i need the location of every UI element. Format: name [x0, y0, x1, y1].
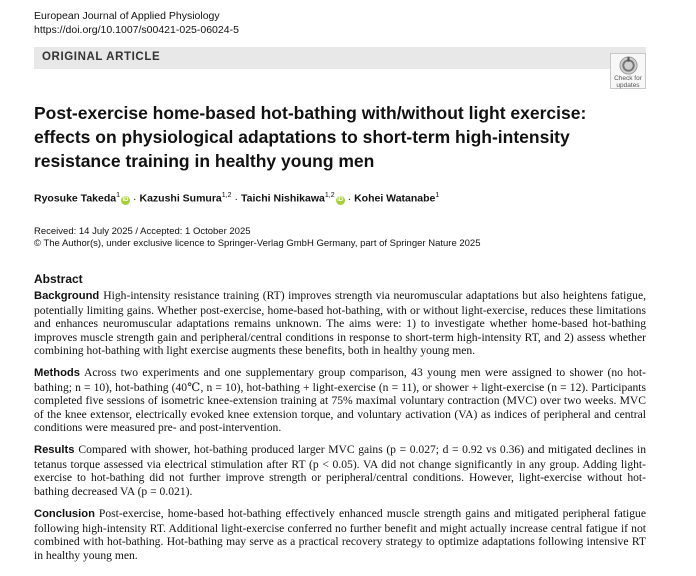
abstract-background — [34, 289, 646, 358]
article-title: Post-exercise home-based hot-bathing with/without light exercise: effects on physiological adaptations to short-term high-intensity resistance training in healthy young men — [34, 103, 587, 171]
abstract-conclusion — [34, 507, 646, 562]
check-for-updates-button[interactable] — [610, 53, 646, 89]
article-type-banner — [34, 47, 646, 69]
author-affiliation: 1 — [116, 192, 120, 199]
doi-link[interactable]: https://doi.org/10.1007/s00421-025-06024-5 — [34, 24, 239, 36]
received-accepted-dates: Received: 14 July 2025 / Accepted: 1 October 2025 — [34, 226, 251, 237]
author-name[interactable]: Kazushi Sumura — [139, 192, 222, 205]
author-affiliation: 1,2 — [221, 192, 232, 199]
section-label: Methods — [34, 367, 80, 379]
article-type-label: ORIGINAL ARTICLE — [42, 51, 161, 63]
section-label: Background — [34, 290, 100, 302]
section-text: High-intensity resistance training (RT) improves strength via neuromuscular adaptations but also heightens fatigue, potentially limiting gains. Whether post-exercise, home-based hot-bathing, with or without light-exercise, reduces these limitations and enhances neuromuscular adaptations remains unknown. The aims were: 1) to investigate whether home-based hot-bathing improves muscle strength gain and peripheral/central conditions in response to short-term high-intensity RT, and 2) assess whether combining hot-bathing with light exercise augments these benefits, both in healthy young men. — [34, 289, 646, 358]
orcid-icon[interactable]: iD — [337, 196, 344, 203]
abstract-heading: Abstract — [34, 272, 83, 286]
section-text: Compared with shower, hot-bathing produced larger MVC gains (p = 0.027; d = 0.92 vs 0.36) and mitigated declines in tetanus torque assessed via electrical stimulation after RT (p < 0.05). VA did not change significantly in any group. Adding light-exercise to hot-bathing did not further improve strength or peripheral/central conditions. However, light-exercise without hot-bathing decreased VA (p = 0.021). — [34, 443, 646, 498]
abstract-methods — [34, 366, 646, 435]
author-name[interactable]: Ryosuke Takeda — [34, 192, 117, 205]
check-for-updates-line1: Check for — [614, 75, 642, 82]
check-for-updates-line2: updates — [616, 82, 640, 89]
journal-name: European Journal of Applied Physiology — [34, 10, 220, 22]
abstract-results — [34, 443, 646, 498]
author-affiliation: 1,2 — [324, 192, 335, 199]
check-for-updates-icon — [619, 56, 638, 75]
section-label: Conclusion — [34, 508, 95, 520]
section-label: Results — [34, 444, 75, 456]
author-affiliation: 1 — [435, 192, 440, 199]
section-text: Across two experiments and one supplementary group comparison, 43 young men were assigned to shower (no hot-bathing; n = 10), hot-bathing (40℃, n = 10), hot-bathing + light-exercise (n = 11), or shower + light-exercise (n = 12). Participants completed five sessions of isometric knee-extension training at 75% maximal voluntary contraction (MVC) over two weeks. MVC of the knee extensor, electrically evoked knee extension torque, and voluntary activation (VA) as indices of peripheral and central conditions were measured pre- and post-intervention. — [34, 366, 646, 435]
author-list: Ryosuke Takeda$^1$iD · Kazushi Sumura$^{1,2}$ · Taichi Nishikawa$^{1,2}$iD · Kohei Watanabe$^1$ — [34, 192, 440, 205]
orcid-icon[interactable]: iD — [122, 196, 129, 203]
author-name[interactable]: Kohei Watanabe — [354, 192, 436, 205]
author-name[interactable]: Taichi Nishikawa — [241, 192, 325, 205]
copyright-notice: © The Author(s), under exclusive licence to Springer-Verlag GmbH Germany, part of Springer Nature 2025 — [34, 238, 481, 249]
section-text: Post-exercise, home-based hot-bathing effectively enhanced muscle strength gains and mitigated peripheral fatigue following high-intensity RT. Additional light-exercise conferred no further benefit and might actually increase central fatigue if not combined with hot-bathing. Hot-bathing may serve as a practical recovery strategy to optimize adaptations following intensive RT in healthy young men. — [34, 507, 646, 562]
